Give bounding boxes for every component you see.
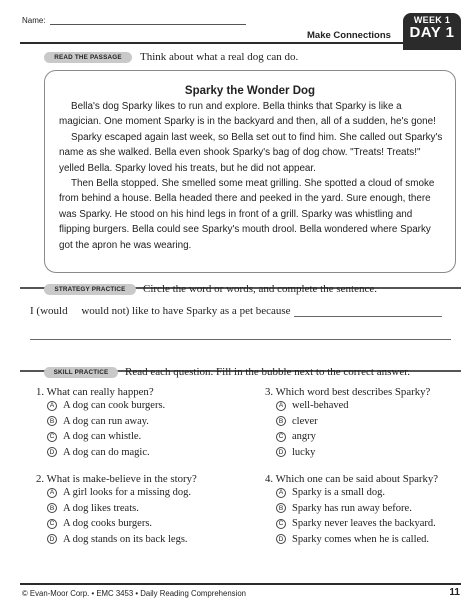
footer-credit: © Evan-Moor Corp. • EMC 3453 • Daily Reading Comprehension: [22, 589, 246, 598]
answer-option[interactable]: [276, 532, 438, 548]
answer-option[interactable]: [276, 516, 438, 532]
answer-option[interactable]: [47, 445, 165, 461]
bubble-icon[interactable]: A: [276, 488, 286, 498]
bubble-icon[interactable]: C: [276, 519, 286, 529]
option-text: Sparky is a small dog.: [292, 487, 386, 499]
bubble-icon[interactable]: D: [47, 447, 57, 457]
question-text: 1. What can really happen?: [36, 386, 154, 398]
section-title: Make Connections: [307, 30, 391, 41]
bubble-icon[interactable]: C: [47, 519, 57, 529]
name-line[interactable]: [50, 16, 246, 25]
question-1: [36, 386, 165, 460]
option-text: A dog can whistle.: [63, 431, 142, 443]
question-4: [265, 473, 438, 547]
option-text: A dog can run away.: [63, 415, 149, 427]
name-label: Name:: [22, 16, 46, 25]
option-text: angry: [292, 431, 316, 443]
answer-option[interactable]: [47, 414, 165, 430]
bubble-icon[interactable]: A: [47, 488, 57, 498]
option-text: clever: [292, 415, 318, 427]
answer-option[interactable]: [47, 485, 197, 501]
option-text: well-behaved: [292, 400, 349, 412]
question-text: 3. Which word best describes Sparky?: [265, 386, 431, 398]
strategy-instruction: Circle the word or words, and complete the sentence.: [143, 283, 377, 295]
question-text: 4. Which one can be said about Sparky?: [265, 473, 439, 485]
bubble-icon[interactable]: D: [47, 534, 57, 544]
bubble-icon[interactable]: A: [276, 401, 286, 411]
bubble-icon[interactable]: C: [47, 432, 57, 442]
option-text: A girl looks for a missing dog.: [63, 487, 192, 499]
option-text: A dog stands on its back legs.: [63, 533, 188, 545]
passage-paragraph: Then Bella stopped. She smelled some meat grilling. She spotted a cloud of smoke from behind a house. Bella headed there and peeked in the yard. Sure enough, there was Sparky. He stood on his hind legs in front of a grill. Sparky was whistling and flipping burgers. Bella could see Sparky's mouth drool. Bella wondered where Sparky got the apron he was wearing.: [59, 178, 435, 251]
strategy-sentence: [30, 305, 442, 317]
answer-option[interactable]: [47, 501, 197, 517]
option-text: A dog cooks burgers.: [63, 518, 153, 530]
bubble-icon[interactable]: D: [276, 447, 286, 457]
answer-option[interactable]: [276, 501, 438, 517]
option-text: A dog can do magic.: [63, 446, 150, 458]
answer-option[interactable]: [276, 445, 430, 461]
option-text: A dog can cook burgers.: [63, 400, 166, 412]
option-text: lucky: [292, 446, 316, 458]
skill-instruction: Read each question. Fill in the bubble next to the correct answer.: [125, 366, 411, 378]
answer-option[interactable]: [47, 398, 165, 414]
answer-option[interactable]: [276, 429, 430, 445]
question-2: [36, 473, 197, 547]
option-text: Sparky has run away before.: [292, 502, 412, 514]
answer-option[interactable]: [47, 532, 197, 548]
strategy-practice-label: STRATEGY PRACTICE: [44, 284, 136, 295]
answer-option[interactable]: [276, 485, 438, 501]
bubble-icon[interactable]: C: [276, 432, 286, 442]
day-label: DAY 1: [409, 24, 455, 41]
passage-paragraph: Sparky escaped again last week, so Bella set out to find him. She called out Sparky's name as she walked. Bella even shook Sparky's bag of dog chow. "Treats! Treats!" yelled Bella. Sparky loved his treats, but he did not appear.: [59, 131, 443, 174]
answer-option[interactable]: [276, 414, 430, 430]
passage-paragraph: Bella's dog Sparky likes to run and explore. Bella thinks that Sparky is like a magician. One moment Sparky is in the backyard and then, all of a sudden, he's gone!: [59, 101, 436, 128]
strategy-sentence-text: I (would would not) like to have Sparky as a pet because: [30, 305, 291, 317]
bubble-icon[interactable]: B: [276, 503, 286, 513]
question-3: [265, 386, 430, 460]
passage-body: [59, 99, 445, 253]
footer-rule: [20, 583, 461, 585]
answer-line[interactable]: [30, 339, 451, 340]
page-number: 11: [449, 587, 460, 598]
skill-practice-label: SKILL PRACTICE: [44, 367, 118, 378]
bubble-icon[interactable]: B: [276, 416, 286, 426]
header-rule: [20, 42, 461, 44]
passage-title: Sparky the Wonder Dog: [184, 85, 316, 97]
answer-option[interactable]: [276, 398, 430, 414]
read-passage-label: READ THE PASSAGE: [44, 52, 132, 63]
option-text: Sparky comes when he is called.: [292, 533, 430, 545]
answer-option[interactable]: [47, 429, 165, 445]
option-text: A dog likes treats.: [63, 502, 139, 514]
answer-option[interactable]: [47, 516, 197, 532]
bubble-icon[interactable]: A: [47, 401, 57, 411]
read-passage-instruction: Think about what a real dog can do.: [140, 51, 299, 63]
week-day-tab: [403, 13, 461, 50]
bubble-icon[interactable]: B: [47, 503, 57, 513]
bubble-icon[interactable]: D: [276, 534, 286, 544]
answer-blank[interactable]: [294, 307, 442, 317]
passage-box: [44, 70, 456, 273]
bubble-icon[interactable]: B: [47, 416, 57, 426]
name-field[interactable]: [22, 16, 246, 25]
option-text: Sparky never leaves the backyard.: [292, 518, 436, 530]
question-text: 2. What is make-believe in the story?: [36, 473, 197, 485]
week-label: WEEK 1: [413, 15, 451, 25]
